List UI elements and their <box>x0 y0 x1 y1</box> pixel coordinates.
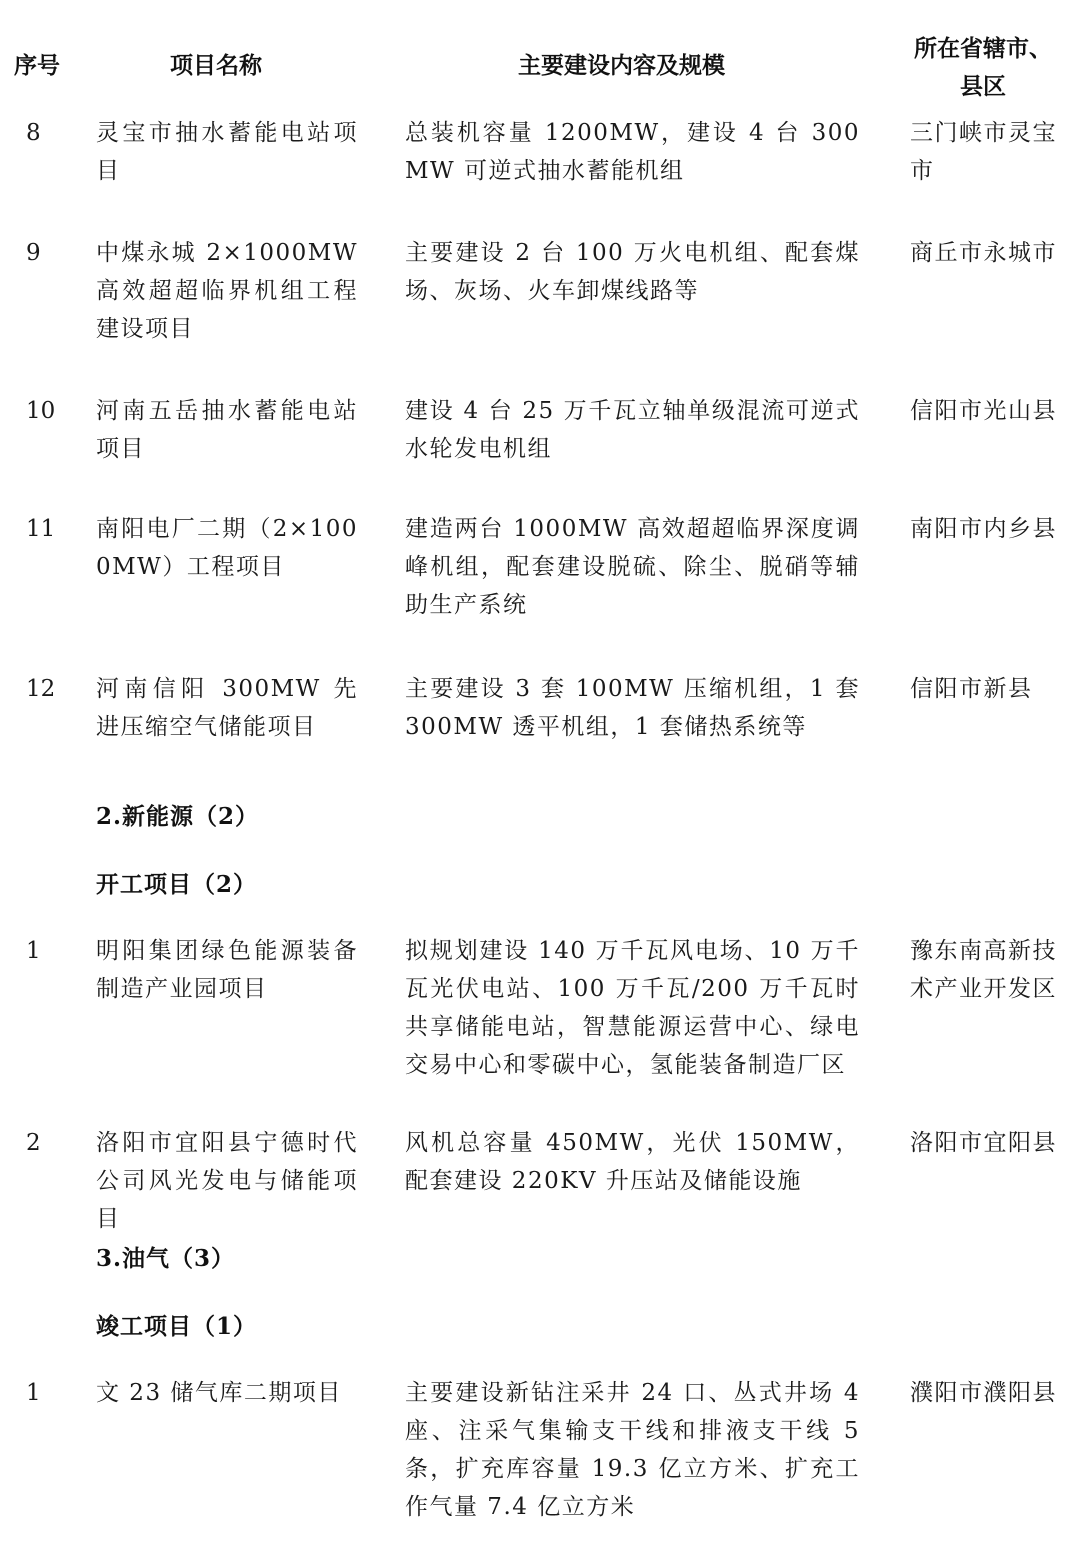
row-construction-content: 主要建设 3 套 100MW 压缩机组，1 套 300MW 透平机组，1 套储热系统等 <box>405 676 860 740</box>
subsection-heading-completed-projects: 竣工项目（1） <box>96 1313 258 1340</box>
row-serial-number: 12 <box>26 676 56 702</box>
header-construction-content: 主要建设内容及规模 <box>518 53 725 79</box>
row-construction-content: 建造两台 1000MW 高效超超临界深度调峰机组，配套建设脱硫、除尘、脱硝等辅助生产系统 <box>405 516 860 618</box>
row-serial-number: 8 <box>26 120 41 146</box>
row-project-name: 文 23 储气库二期项目 <box>96 1380 342 1406</box>
row-construction-content: 主要建设新钻注采井 24 口、丛式井场 4 座、注采气集输支干线和排液支干线 5 条，扩充库容量 19.3 亿立方米、扩充工作气量 7.4 亿立方米 <box>405 1380 860 1520</box>
row-project-name: 南阳电厂二期（2×1000MW）工程项目 <box>96 516 358 580</box>
row-location: 濮阳市濮阳县 <box>910 1380 1057 1406</box>
row-project-name: 中煤永城 2×1000MW 高效超超临界机组工程建设项目 <box>96 240 358 342</box>
header-location-line1: 所在省辖市、 <box>914 36 1052 62</box>
header-serial-number: 序号 <box>14 53 60 79</box>
row-construction-content: 拟规划建设 140 万千瓦风电场、10 万千瓦光伏电站、100 万千瓦/200 万千瓦时共享储能电站，智慧能源运营中心、绿电交易中心和零碳中心，氢能装备制造厂区 <box>405 938 860 1078</box>
row-construction-content: 主要建设 2 台 100 万火电机组、配套煤场、灰场、火车卸煤线路等 <box>405 240 860 304</box>
header-project-name: 项目名称 <box>170 53 262 79</box>
row-project-name: 洛阳市宜阳县宁德时代公司风光发电与储能项目 <box>96 1130 358 1232</box>
header-location-line2: 县区 <box>960 74 1006 100</box>
subsection-heading-start-projects: 开工项目（2） <box>96 871 258 898</box>
row-serial-number: 1 <box>26 1380 41 1406</box>
row-construction-content: 建设 4 台 25 万千瓦立轴单级混流可逆式水轮发电机组 <box>405 398 860 462</box>
row-location: 信阳市新县 <box>910 676 1033 702</box>
section-heading-oil-gas: 3.油气（3） <box>96 1245 236 1272</box>
row-serial-number: 11 <box>26 516 56 542</box>
row-construction-content: 风机总容量 450MW，光伏 150MW，配套建设 220KV 升压站及储能设施 <box>405 1130 860 1194</box>
row-location: 信阳市光山县 <box>910 398 1057 424</box>
row-project-name: 河南信阳 300MW 先进压缩空气储能项目 <box>96 676 358 740</box>
section-heading-new-energy: 2.新能源（2） <box>96 803 260 830</box>
row-construction-content: 总装机容量 1200MW，建设 4 台 300MW 可逆式抽水蓄能机组 <box>405 120 860 184</box>
header-location <box>908 30 1058 106</box>
row-project-name: 灵宝市抽水蓄能电站项目 <box>96 120 358 184</box>
row-serial-number: 2 <box>26 1130 41 1156</box>
row-project-name: 明阳集团绿色能源装备制造产业园项目 <box>96 938 358 1002</box>
row-serial-number: 1 <box>26 938 41 964</box>
row-location: 三门峡市灵宝市 <box>910 120 1057 184</box>
row-project-name: 河南五岳抽水蓄能电站项目 <box>96 398 358 462</box>
row-location: 商丘市永城市 <box>910 240 1057 266</box>
row-location: 洛阳市宜阳县 <box>910 1130 1057 1156</box>
row-serial-number: 10 <box>26 398 56 424</box>
row-location: 豫东南高新技术产业开发区 <box>910 938 1057 1002</box>
row-location: 南阳市内乡县 <box>910 516 1057 542</box>
row-serial-number: 9 <box>26 240 41 266</box>
